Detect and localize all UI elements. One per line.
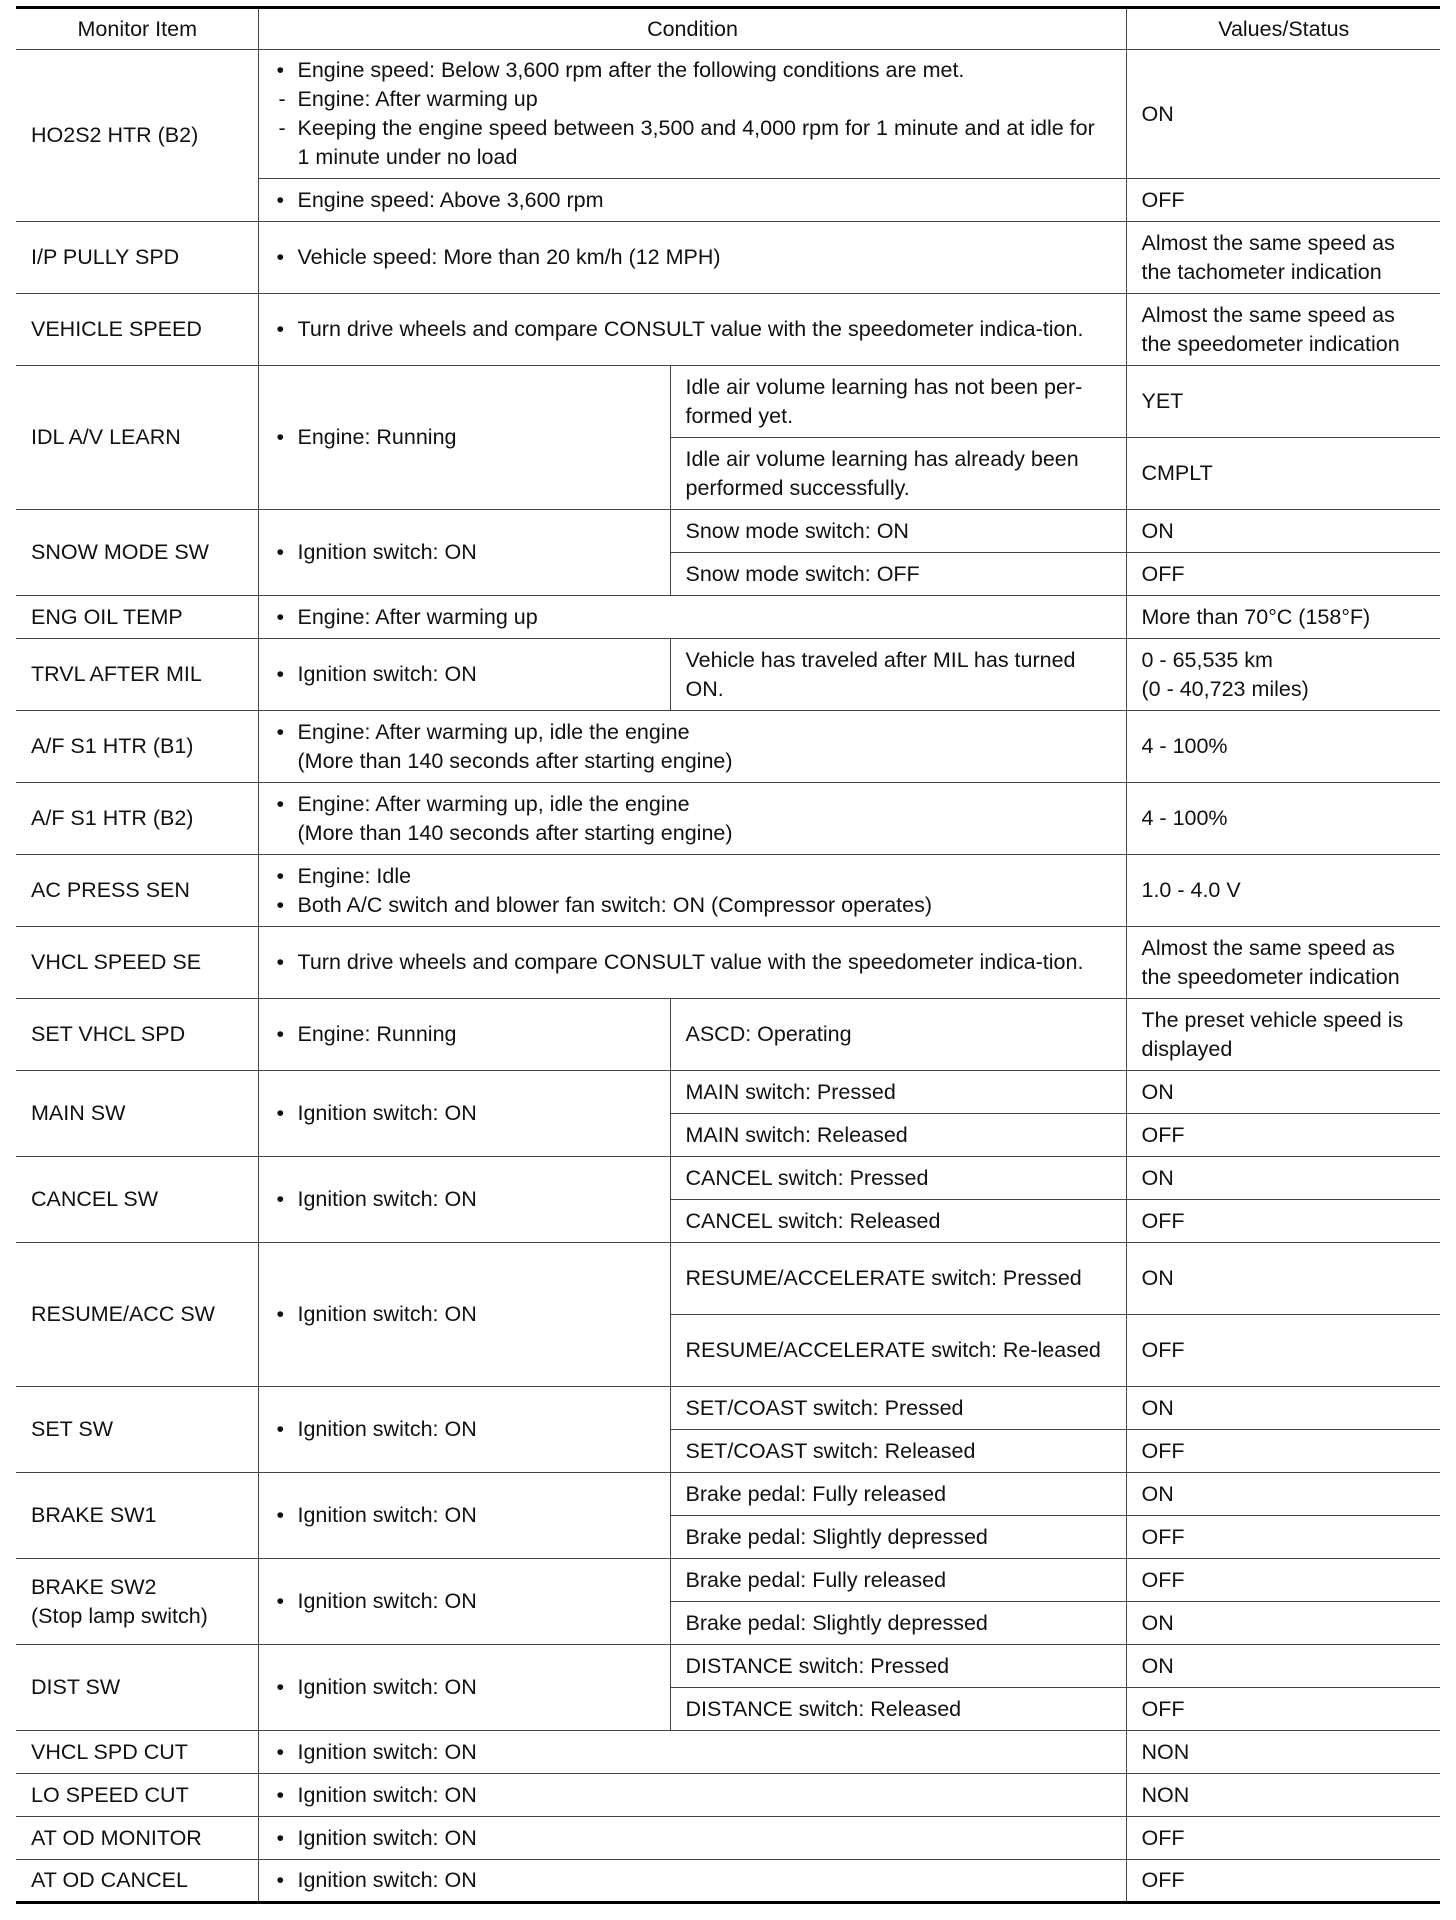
table-row xyxy=(16,1645,1440,1688)
monitor-item-cell: SET VHCL SPD xyxy=(16,999,258,1071)
sub-condition-cell: SET/COAST switch: Pressed xyxy=(670,1387,1126,1430)
monitor-item-cell: VEHICLE SPEED xyxy=(16,294,258,366)
monitor-item-cell: DIST SW xyxy=(16,1645,258,1731)
sub-condition-cell: Idle air volume learning has not been per-formed yet. xyxy=(670,366,1126,438)
condition-list xyxy=(274,243,1112,272)
condition-list xyxy=(274,1824,1112,1853)
value-cell: NON xyxy=(1126,1774,1440,1817)
list-item: • Turn drive wheels and compare CONSULT value with the speedometer indica-tion. xyxy=(274,315,1112,344)
monitor-item-cell: BRAKE SW2 (Stop lamp switch) xyxy=(16,1559,258,1645)
value-cell: OFF xyxy=(1126,1817,1440,1860)
list-item: • Ignition switch: ON xyxy=(274,1415,656,1444)
value-cell: ON xyxy=(1126,1157,1440,1200)
list-item: - Keeping the engine speed between 3,500 and 4,000 rpm for 1 minute and at idle for 1 minute under no load xyxy=(274,114,1112,172)
list-item: • Ignition switch: ON xyxy=(274,1824,1112,1853)
monitor-item-cell: VHCL SPEED SE xyxy=(16,927,258,999)
monitor-item-cell: I/P PULLY SPD xyxy=(16,222,258,294)
header-monitor-item: Monitor Item xyxy=(16,8,258,50)
monitor-item-cell: CANCEL SW xyxy=(16,1157,258,1243)
table-row xyxy=(16,1157,1440,1200)
table-row xyxy=(16,927,1440,999)
table-row xyxy=(16,783,1440,855)
condition-list xyxy=(274,56,1112,172)
condition-list xyxy=(274,660,656,689)
condition-cell xyxy=(258,1817,1126,1860)
list-item: • Ignition switch: ON xyxy=(274,1866,1112,1895)
value-cell: Almost the same speed as the speedometer indication xyxy=(1126,927,1440,999)
list-item: • Engine: After warming up, idle the engine (More than 140 seconds after starting engine) xyxy=(274,718,1112,776)
table-row xyxy=(16,1387,1440,1430)
condition-cell xyxy=(258,1387,670,1473)
condition-list xyxy=(274,1501,656,1530)
table-row xyxy=(16,1243,1440,1315)
sub-condition-cell: SET/COAST switch: Released xyxy=(670,1430,1126,1473)
condition-list xyxy=(274,1300,656,1329)
condition-list xyxy=(274,1020,656,1049)
list-item: • Ignition switch: ON xyxy=(274,1099,656,1128)
list-item: • Turn drive wheels and compare CONSULT value with the speedometer indica-tion. xyxy=(274,948,1112,977)
condition-cell xyxy=(258,1473,670,1559)
sub-condition-cell: Vehicle has traveled after MIL has turned ON. xyxy=(670,639,1126,711)
condition-list xyxy=(274,948,1112,977)
value-cell: ON xyxy=(1126,1243,1440,1315)
value-cell: ON xyxy=(1126,1602,1440,1645)
table-row xyxy=(16,1731,1440,1774)
value-cell: ON xyxy=(1126,1473,1440,1516)
condition-list xyxy=(274,315,1112,344)
value-cell: OFF xyxy=(1126,1688,1440,1731)
table-row xyxy=(16,1071,1440,1114)
monitor-item-cell: ENG OIL TEMP xyxy=(16,596,258,639)
monitor-item-cell: LO SPEED CUT xyxy=(16,1774,258,1817)
condition-cell xyxy=(258,1071,670,1157)
table-row xyxy=(16,1473,1440,1516)
condition-cell xyxy=(258,510,670,596)
condition-list xyxy=(274,1673,656,1702)
list-item: • Engine: After warming up xyxy=(274,603,1112,632)
monitor-item-cell: A/F S1 HTR (B1) xyxy=(16,711,258,783)
condition-cell xyxy=(258,596,1126,639)
table-row xyxy=(16,639,1440,711)
list-item: • Engine: After warming up, idle the engine (More than 140 seconds after starting engine) xyxy=(274,790,1112,848)
sub-condition-cell: Brake pedal: Slightly depressed xyxy=(670,1516,1126,1559)
table-row xyxy=(16,294,1440,366)
value-cell: OFF xyxy=(1126,1430,1440,1473)
table-row xyxy=(16,50,1440,179)
table-row xyxy=(16,596,1440,639)
condition-cell xyxy=(258,999,670,1071)
condition-list xyxy=(274,1781,1112,1810)
value-cell: ON xyxy=(1126,1071,1440,1114)
list-item: • Ignition switch: ON xyxy=(274,1501,656,1530)
list-item: • Ignition switch: ON xyxy=(274,538,656,567)
list-item: • Ignition switch: ON xyxy=(274,1185,656,1214)
value-cell: The preset vehicle speed is displayed xyxy=(1126,999,1440,1071)
table-row xyxy=(16,1860,1440,1903)
value-cell: ON xyxy=(1126,1645,1440,1688)
sub-condition-cell: Brake pedal: Slightly depressed xyxy=(670,1602,1126,1645)
monitor-item-cell: VHCL SPD CUT xyxy=(16,1731,258,1774)
sub-condition-cell: Idle air volume learning has already been performed successfully. xyxy=(670,438,1126,510)
condition-cell xyxy=(258,855,1126,927)
table-row xyxy=(16,855,1440,927)
sub-condition-cell: ASCD: Operating xyxy=(670,999,1126,1071)
header-values-status: Values/Status xyxy=(1126,8,1440,50)
condition-cell xyxy=(258,1157,670,1243)
table-row xyxy=(16,1774,1440,1817)
list-item: • Both A/C switch and blower fan switch: ON (Compressor operates) xyxy=(274,891,1112,920)
sub-condition-cell: DISTANCE switch: Pressed xyxy=(670,1645,1126,1688)
list-item: • Ignition switch: ON xyxy=(274,1587,656,1616)
table-row xyxy=(16,1559,1440,1602)
value-cell: 1.0 - 4.0 V xyxy=(1126,855,1440,927)
header-condition: Condition xyxy=(258,8,1126,50)
sub-condition-cell: MAIN switch: Released xyxy=(670,1114,1126,1157)
table-row xyxy=(16,222,1440,294)
condition-cell xyxy=(258,639,670,711)
condition-list xyxy=(274,1866,1112,1895)
table-row xyxy=(16,711,1440,783)
value-cell: NON xyxy=(1126,1731,1440,1774)
list-item: • Ignition switch: ON xyxy=(274,1673,656,1702)
table-row xyxy=(16,510,1440,553)
condition-cell xyxy=(258,179,1126,222)
list-item: • Engine speed: Above 3,600 rpm xyxy=(274,186,1112,215)
list-item: • Engine: Running xyxy=(274,1020,656,1049)
condition-cell xyxy=(258,783,1126,855)
condition-list xyxy=(274,538,656,567)
sub-condition-cell: RESUME/ACCELERATE switch: Pressed xyxy=(670,1243,1126,1315)
condition-cell xyxy=(258,366,670,510)
value-cell: YET xyxy=(1126,366,1440,438)
monitor-item-cell: BRAKE SW1 xyxy=(16,1473,258,1559)
list-item: • Engine: Idle xyxy=(274,862,1112,891)
condition-list xyxy=(274,423,656,452)
value-cell: OFF xyxy=(1126,1516,1440,1559)
list-item: • Vehicle speed: More than 20 km/h (12 MPH) xyxy=(274,243,1112,272)
sub-condition-cell: Brake pedal: Fully released xyxy=(670,1473,1126,1516)
condition-list xyxy=(274,718,1112,776)
condition-cell xyxy=(258,50,1126,179)
condition-cell xyxy=(258,294,1126,366)
condition-list xyxy=(274,862,1112,920)
condition-cell xyxy=(258,927,1126,999)
sub-condition-cell: Brake pedal: Fully released xyxy=(670,1559,1126,1602)
condition-list xyxy=(274,1185,656,1214)
monitor-item-cell: AC PRESS SEN xyxy=(16,855,258,927)
condition-cell xyxy=(258,1645,670,1731)
table-row xyxy=(16,1817,1440,1860)
list-item: • Engine: Running xyxy=(274,423,656,452)
value-cell: OFF xyxy=(1126,553,1440,596)
list-item: • Ignition switch: ON xyxy=(274,1738,1112,1767)
monitor-item-cell: IDL A/V LEARN xyxy=(16,366,258,510)
value-cell: Almost the same speed as the speedometer indication xyxy=(1126,294,1440,366)
list-item: • Ignition switch: ON xyxy=(274,1781,1112,1810)
value-cell: CMPLT xyxy=(1126,438,1440,510)
value-cell: More than 70°C (158°F) xyxy=(1126,596,1440,639)
list-item: • Ignition switch: ON xyxy=(274,660,656,689)
monitor-item-cell: RESUME/ACC SW xyxy=(16,1243,258,1387)
monitor-table-wrapper xyxy=(16,6,1440,1904)
condition-cell xyxy=(258,1243,670,1387)
condition-list xyxy=(274,186,1112,215)
sub-condition-cell: Snow mode switch: ON xyxy=(670,510,1126,553)
condition-cell xyxy=(258,1731,1126,1774)
table-row xyxy=(16,366,1440,438)
sub-condition-cell: RESUME/ACCELERATE switch: Re-leased xyxy=(670,1315,1126,1387)
condition-list xyxy=(274,790,1112,848)
monitor-item-cell: AT OD MONITOR xyxy=(16,1817,258,1860)
value-cell: ON xyxy=(1126,510,1440,553)
list-item: • Ignition switch: ON xyxy=(274,1300,656,1329)
value-cell: ON xyxy=(1126,1387,1440,1430)
condition-cell xyxy=(258,1774,1126,1817)
list-item: • Engine speed: Below 3,600 rpm after the following conditions are met. xyxy=(274,56,1112,85)
sub-condition-cell: Snow mode switch: OFF xyxy=(670,553,1126,596)
condition-cell xyxy=(258,1559,670,1645)
condition-list xyxy=(274,1587,656,1616)
value-cell: OFF xyxy=(1126,1315,1440,1387)
condition-list xyxy=(274,1099,656,1128)
value-cell: 4 - 100% xyxy=(1126,783,1440,855)
monitor-item-cell: HO2S2 HTR (B2) xyxy=(16,50,258,222)
condition-list xyxy=(274,603,1112,632)
monitor-item-cell: AT OD CANCEL xyxy=(16,1860,258,1903)
table-row xyxy=(16,999,1440,1071)
monitor-item-cell: A/F S1 HTR (B2) xyxy=(16,783,258,855)
value-cell: 4 - 100% xyxy=(1126,711,1440,783)
sub-condition-cell: MAIN switch: Pressed xyxy=(670,1071,1126,1114)
monitor-item-cell: MAIN SW xyxy=(16,1071,258,1157)
monitor-item-cell: SNOW MODE SW xyxy=(16,510,258,596)
monitor-item-cell: SET SW xyxy=(16,1387,258,1473)
value-cell: OFF xyxy=(1126,1200,1440,1243)
table-header-row xyxy=(16,8,1440,50)
sub-condition-cell: DISTANCE switch: Released xyxy=(670,1688,1126,1731)
value-cell: 0 - 65,535 km (0 - 40,723 miles) xyxy=(1126,639,1440,711)
value-cell: OFF xyxy=(1126,1559,1440,1602)
condition-list xyxy=(274,1738,1112,1767)
value-cell: Almost the same speed as the tachometer indication xyxy=(1126,222,1440,294)
condition-cell xyxy=(258,711,1126,783)
condition-list xyxy=(274,1415,656,1444)
value-cell: OFF xyxy=(1126,1114,1440,1157)
value-cell: OFF xyxy=(1126,1860,1440,1903)
value-cell: ON xyxy=(1126,50,1440,179)
condition-cell xyxy=(258,222,1126,294)
sub-condition-cell: CANCEL switch: Pressed xyxy=(670,1157,1126,1200)
monitor-item-cell: TRVL AFTER MIL xyxy=(16,639,258,711)
list-item: - Engine: After warming up xyxy=(274,85,1112,114)
value-cell: OFF xyxy=(1126,179,1440,222)
monitor-table xyxy=(16,6,1440,1904)
condition-cell xyxy=(258,1860,1126,1903)
sub-condition-cell: CANCEL switch: Released xyxy=(670,1200,1126,1243)
